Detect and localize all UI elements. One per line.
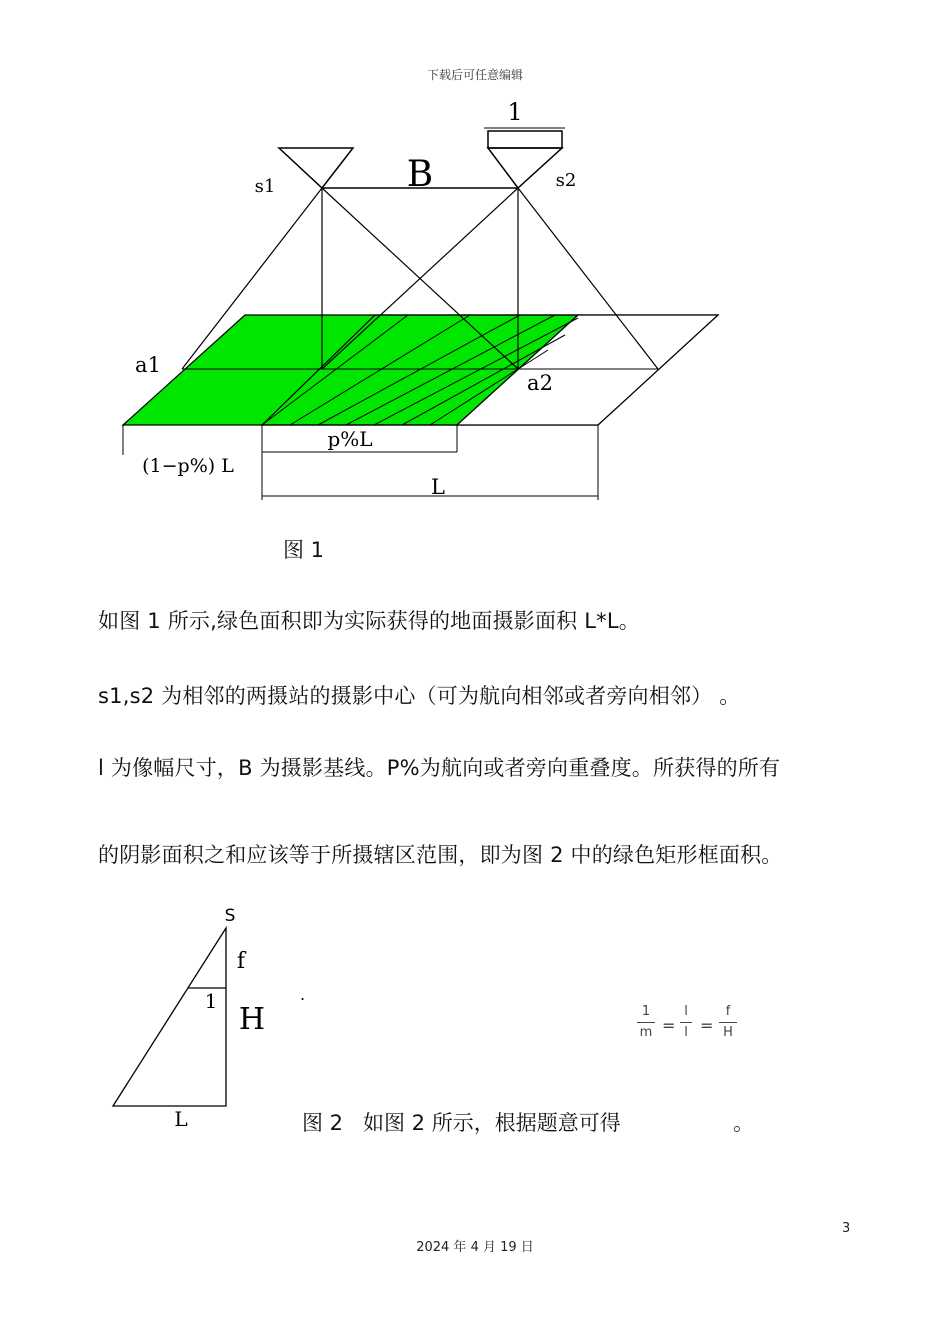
- page-footer-date: 2024 年 4 月 19 日: [416, 1240, 534, 1255]
- fraction-l-over-l: l l: [680, 1004, 692, 1041]
- label-a2: a2: [527, 371, 553, 395]
- paragraph-3: l 为像幅尺寸，B 为摄影基线。P%为航向或者旁向重叠度。所获得的所有: [98, 756, 781, 780]
- equals-sign-2: =: [700, 1016, 714, 1035]
- page-number: 3: [842, 1221, 851, 1236]
- stray-dot: .: [300, 985, 306, 1004]
- label-nonoverlap: (1−p%) L: [142, 455, 234, 477]
- figure-1-photogrammetry-overlap: [0, 0, 950, 560]
- fraction-1-over-m: 1 m: [637, 1004, 655, 1041]
- label-s2: s2: [555, 170, 577, 191]
- label-a1: a1: [135, 353, 161, 377]
- label-H: H: [238, 1002, 266, 1037]
- label-image-size: 1: [507, 98, 523, 126]
- paragraph-1: 如图 1 所示,绿色面积即为实际获得的地面摄影面积 L*L。: [98, 609, 640, 633]
- camera-s1-image: [279, 148, 353, 188]
- label-l-small: 1: [204, 989, 218, 1013]
- figure-2-sentence: 如图 2 所示，根据题意可得: [363, 1111, 621, 1135]
- label-S: S: [224, 906, 236, 926]
- page-header: 下载后可任意编辑: [426, 68, 523, 82]
- label-B: B: [406, 154, 434, 195]
- camera-s2-image: [488, 148, 562, 188]
- label-overlap-pL: p%L: [327, 427, 373, 451]
- scale-triangle: [113, 928, 226, 1106]
- label-L-ground: L: [174, 1107, 188, 1131]
- paragraph-4: 的阴影面积之和应该等于所摄辖区范围，即为图 2 中的绿色矩形框面积。: [98, 843, 783, 867]
- figure-2-caption: 图 2: [302, 1111, 344, 1135]
- label-L: L: [431, 475, 445, 499]
- image-size-bracket: [488, 131, 562, 148]
- fraction-f-over-H: f H: [719, 1004, 737, 1041]
- label-f: f: [236, 949, 246, 974]
- label-s1: s1: [254, 176, 276, 197]
- equals-sign-1: =: [662, 1016, 676, 1035]
- figure-2-sentence-end: 。: [733, 1111, 754, 1135]
- paragraph-2: s1,s2 为相邻的两摄站的摄影中心（可为航向相邻或者旁向相邻） 。: [98, 684, 741, 708]
- figure-1-caption: 图 1: [283, 538, 325, 562]
